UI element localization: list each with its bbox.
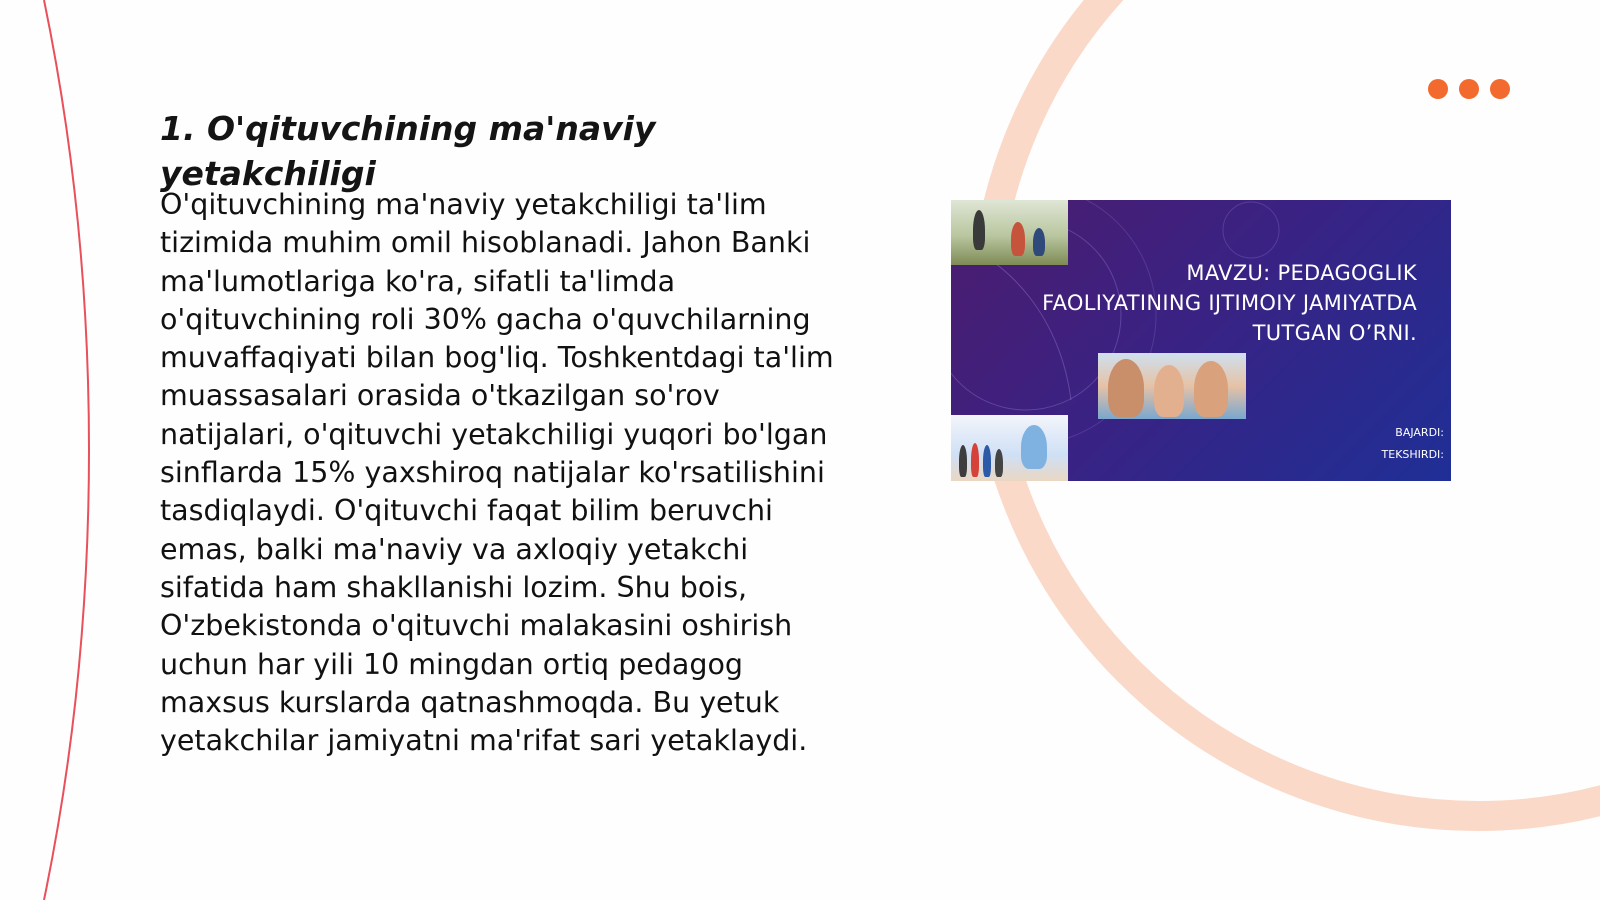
dot — [1428, 79, 1448, 99]
dot — [1459, 79, 1479, 99]
dots-menu-icon — [1428, 79, 1510, 99]
slide-body-text: O'qituvchining ma'naviy yetakchiligi ta'lim tizimida muhim omil hisoblanadi. Jahon Banki ma'lumotlariga ko'ra, sifatli ta'limda o'qituvchining roli 30% gacha o'quvchilarning muvaffaqiyati bilan bog'liq. Toshkentdagi ta'lim muassasalari orasida o'tkazilgan so'rov natijalari, o'qituvchi yetakchiligi yuqori bo'lgan sinflarda 15% yaxshiroq natijalar ko'rsatilishini tasdiqlaydi. O'qituvchi faqat bilim beruvchi emas, balki ma'naviy va axloqiy yetakchi sifatida ham shakllanishi lozim. Shu bois, O'zbekistonda o'qituvchi malakasini oshirish uchun har yili 10 mingdan ortiq pedagog maxsus kurslarda qatnashmoqda. Bu yetuk yetakchilar jamiyatni ma'rifat sari yetaklaydi. — [160, 188, 834, 758]
students-illustration — [951, 415, 1068, 481]
teacher-students-photo — [1098, 353, 1246, 419]
classroom-photo — [951, 200, 1068, 265]
thumbnail-bajardi: BAJARDI: — [1395, 426, 1444, 439]
left-edge-curve — [44, 0, 89, 900]
thumbnail-title: MAVZU: PEDAGOGLIK FAOLIYATINING IJTIMOIY JAMIYATDA TUTGAN O’RNI. — [1042, 261, 1417, 345]
dot — [1490, 79, 1510, 99]
presentation-thumbnail — [951, 200, 1451, 481]
slide-title: 1. O'qituvchining ma'naviy yetakchiligi — [160, 109, 656, 193]
thumbnail-tekshirdi: TEKSHIRDI: — [1381, 448, 1444, 461]
